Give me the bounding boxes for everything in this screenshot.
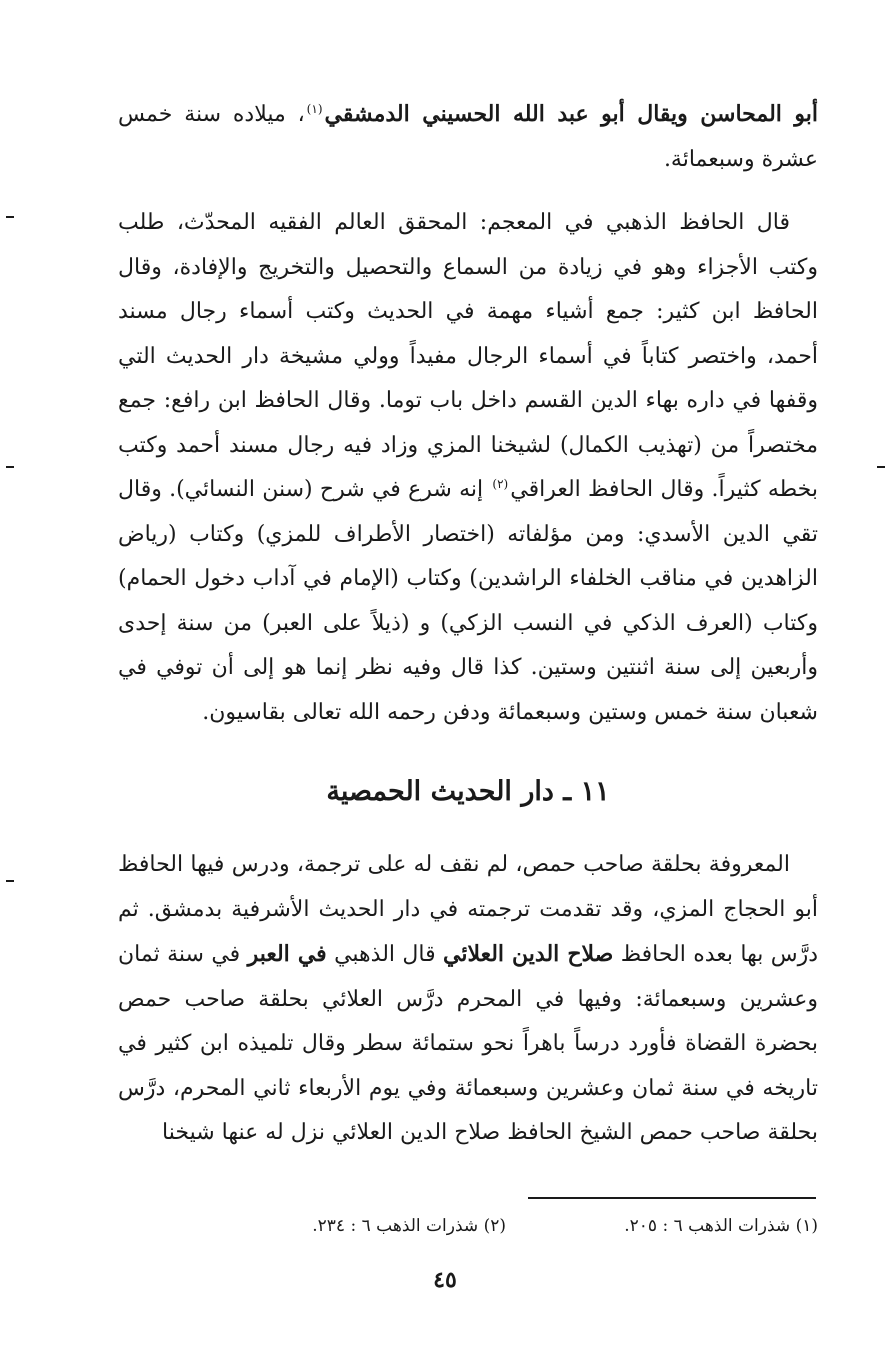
page-number: ٤٥ — [433, 1267, 457, 1293]
footnote-ref-2: (٢) — [492, 476, 509, 491]
footnote-1 — [506, 1212, 818, 1240]
scholar-name: أبو المحاسن ويقال أبو عبد الله الحسيني الدمشقي — [324, 101, 818, 127]
footnotes — [118, 1212, 818, 1240]
margin-mark — [6, 466, 14, 468]
bold-name-alalai: صلاح الدين العلائي — [443, 941, 614, 967]
quotes-text-part1: قال الحافظ الذهبي في المعجم: المحقق العالم الفقيه المحدّث، طلب وكتب الأجزاء وهو في زيادة من السماع والتحصيل والتخريج والإفادة، وقال الحافظ ابن كثير: جمع أشياء مهمة في الحديث وكتب أسماء رجال مسند أحمد، واختصر كتاباً في أسماء الرجال مفيداً وولي مشيخة دار الحديث التي وقفها في داره بهاء الدين القسم داخل باب توما. وقال الحافظ ابن رافع: جمع مختصراً من (تهذيب الكمال) لشيخنا المزي وزاد فيه رجال مسند أحمد وكتب بخطه كثيراً. وقال الحافظ العراقي — [118, 210, 819, 502]
section-text-part1: المعروفة بحلقة صاحب حمص، لم نقف له على ترجمة، ودرس فيها الحافظ أبو الحجاج المزي، وقد تقدمت ترجمته في دار الحديث الأشرفية بدمشق. ثم درَّس بها بعده الحافظ — [118, 852, 819, 967]
footnote-1-text: شذرات الذهب ٦ : ٢٠٥. — [624, 1216, 791, 1236]
section-text-part2: قال الذهبي — [334, 942, 436, 967]
footnote-1-marker: (١) — [795, 1216, 818, 1236]
quotes-text-part2: إنه شرع في شرح (سنن النسائي). وقال تقي الدين الأسدي: ومن مؤلفاته (اختصار الأطراف للمزي) وكتاب (رياض الزاهدين في مناقب الخلفاء الراشدين) وكتاب (الإمام في آداب دخول الحمام) وكتاب (العرف الذكي في النسب الزكي) و (ذيلاً على العبر) من سنة إحدى وأربعين إلى سنة اثنتين وستين. كذا قال وفيه نظر إنما هو إلى أن توفي في شعبان سنة خمس وستين وسبعمائة ودفن رحمه الله تعالى بقاسيون. — [118, 477, 818, 725]
footnote-2-text: شذرات الذهب ٦ : ٢٣٤. — [312, 1216, 479, 1236]
paragraph-biography-intro — [118, 92, 818, 182]
paragraph-dar-hadith-homsiya — [118, 843, 818, 1156]
footnote-2-marker: (٢) — [483, 1216, 506, 1236]
margin-mark — [6, 880, 14, 882]
section-text-part3: في سنة ثمان وعشرين وسبعمائة: وفيها في المحرم درَّس العلائي بحلقة صاحب حمص بحضرة القضاة فأورد درساً باهراً نحو ستمائة سطر وقال تلميذه ابن كثير في تاريخه في سنة ثمان وعشرين وسبعمائة وفي يوم الأربعاء ثاني المحرم، درَّس بحلقة صاحب حمص الشيخ الحافظ صلاح الدين العلائي نزل له عنها شيخنا — [118, 942, 818, 1145]
bold-source-alibar: في العبر — [247, 941, 327, 967]
margin-mark — [877, 466, 885, 468]
paragraph-scholar-quotes — [118, 201, 818, 735]
footnote-ref-1: (١) — [306, 101, 323, 116]
section-heading: ١١ ـ دار الحديث الحمصية — [326, 776, 610, 807]
footnote-separator — [528, 1197, 816, 1199]
margin-mark — [6, 216, 14, 218]
footnote-2 — [206, 1212, 506, 1240]
birth-year-text: ، ميلاده سنة خمس عشرة وسبعمائة. — [118, 102, 818, 172]
